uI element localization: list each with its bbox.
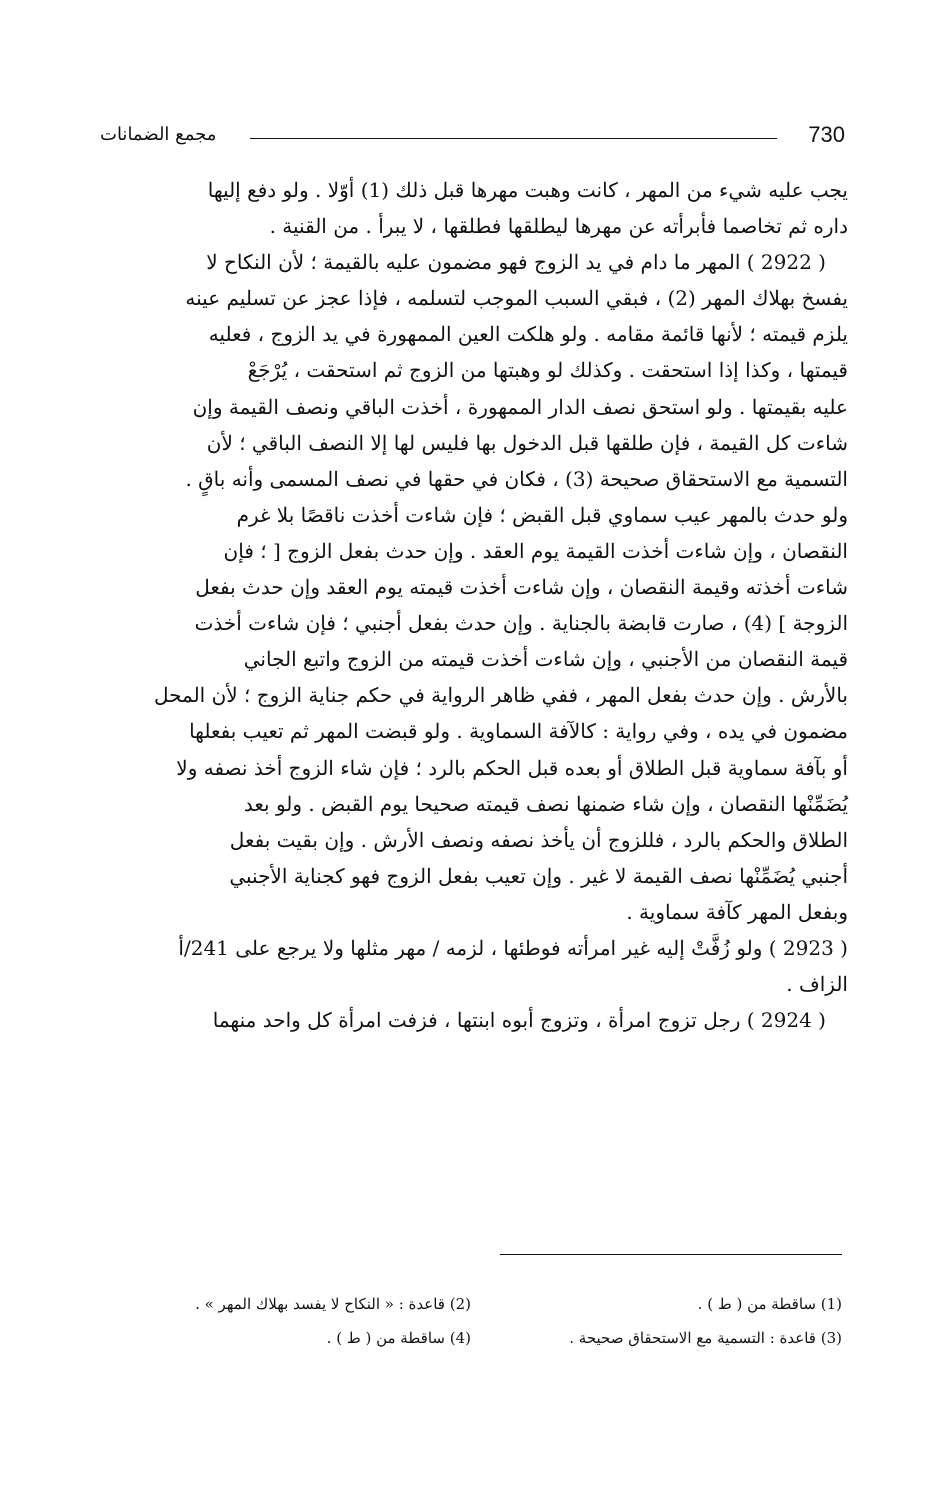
paragraph-2924 — [96, 1002, 848, 1038]
text-line: يُضَمِّنْها النقصان ، وإن شاء ضمنها نصف قيمته صحيحا يوم القبض . ولو بعد — [243, 791, 848, 816]
text-line: مضمون في يده ، وفي رواية : كالآفة السماوية . ولو قبضت المهر ثم تعيب بفعلها — [189, 719, 848, 744]
text-line: يلزم قيمته ؛ لأنها قائمة مقامه . ولو هلكت العين الممهورة في يد الزوج ، فعليه — [208, 322, 848, 347]
text-line: وبفعل المهر كآفة سماوية . — [626, 899, 848, 924]
footnote-rule — [500, 1254, 842, 1255]
footnote-2: (2) قاعدة : « النكاح لا يفسد بهلاك المهر » . — [195, 1295, 471, 1313]
page-header — [100, 118, 845, 158]
footnotes — [100, 1287, 842, 1355]
text-line: الزاف . — [786, 972, 848, 997]
text-line: أجنبي يُضَمِّنْها نصف القيمة لا غير . وإن تعيب بفعل الزوج فهو كجناية الأجنبي — [229, 863, 848, 888]
paragraph-2923 — [96, 930, 848, 1002]
text-line: النقصان ، وإن شاءت أخذت القيمة يوم العقد . وإن حدث بفعل الزوج [ ؛ فإن — [223, 538, 848, 563]
paragraph-2922 — [96, 244, 848, 930]
footnote-4: (4) ساقطة من ( ط ) . — [326, 1329, 471, 1347]
text-line: ( 2922 ) المهر ما دام في يد الزوج فهو مضمون عليه بالقيمة ؛ لأن النكاح لا — [206, 250, 826, 275]
text-line: عليه بقيمتها . ولو استحق نصف الدار الممهورة ، أخذت الباقي ونصف القيمة وإن — [192, 394, 848, 419]
header-rule — [250, 138, 777, 139]
footnote-3: (3) قاعدة : التسمية مع الاستحقاق صحيحة . — [569, 1329, 842, 1347]
text-line: يفسخ بهلاك المهر (2) ، فبقي السبب الموجب لتسلمه ، فإذا عجز عن تسليم عينه — [185, 286, 848, 311]
text-line: شاءت كل القيمة ، فإن طلقها قبل الدخول بها فليس لها إلا النصف الباقي ؛ لأن — [206, 430, 848, 455]
text-line: قيمة النقصان من الأجنبي ، وإن شاءت أخذت قيمته من الزوج واتبع الجاني — [243, 647, 848, 672]
text-line: قيمتها ، وكذا إذا استحقت . وكذلك لو وهبتها من الزوج ثم استحقت ، يُرْجَعْ — [247, 358, 848, 383]
text-line: داره ثم تخاصما فأبرأته عن مهرها ليطلقها فطلقها ، لا يبرأ . من القنية . — [269, 214, 848, 239]
page-number: 730 — [808, 122, 845, 147]
text-line: ولو حدث بالمهر عيب سماوي قبل القبض ؛ فإن شاءت أخذت ناقصًا بلا غرم — [236, 502, 848, 527]
running-title: مجمع الضمانات — [100, 124, 217, 145]
text-line: ( 2923 ) ولو زُفَّتْ إليه غير امرأته فوطئها ، لزمه / مهر مثلها ولا يرجع على 241/أ — [178, 935, 848, 960]
text-line: شاءت أخذته وقيمة النقصان ، وإن شاءت أخذت قيمته يوم العقد وإن حدث بفعل — [195, 575, 848, 600]
text-line: ( 2924 ) رجل تزوج امرأة ، وتزوج أبوه ابنتها ، فزفت امرأة كل واحد منهما — [212, 1008, 826, 1033]
main-text — [96, 172, 848, 1038]
text-line: بالأرش . وإن حدث بفعل المهر ، ففي ظاهر الرواية في حكم جناية الزوج ؛ لأن المحل — [153, 683, 848, 708]
paragraph — [96, 172, 848, 244]
text-line: التسمية مع الاستحقاق صحيحة (3) ، فكان في حقها في نصف المسمى وأنه باقٍ . — [185, 466, 848, 491]
text-line: الزوجة ] (4) ، صارت قابضة بالجناية . وإن حدث بفعل أجنبي ؛ فإن شاءت أخذت — [194, 611, 848, 636]
footnote-row — [100, 1287, 842, 1321]
text-line: يجب عليه شيء من المهر ، كانت وهبت مهرها قبل ذلك (1) أوّلا . ولو دفع إليها — [207, 178, 848, 202]
footnote-row — [100, 1321, 842, 1355]
text-line: الطلاق والحكم بالرد ، فللزوج أن يأخذ نصفه ونصف الأرش . وإن بقيت بفعل — [229, 827, 848, 852]
text-line: أو بآفة سماوية قبل الطلاق أو بعده قبل الحكم بالرد ؛ فإن شاء الزوج أخذ نصفه ولا — [176, 755, 848, 780]
footnote-1: (1) ساقطة من ( ط ) . — [697, 1295, 842, 1313]
